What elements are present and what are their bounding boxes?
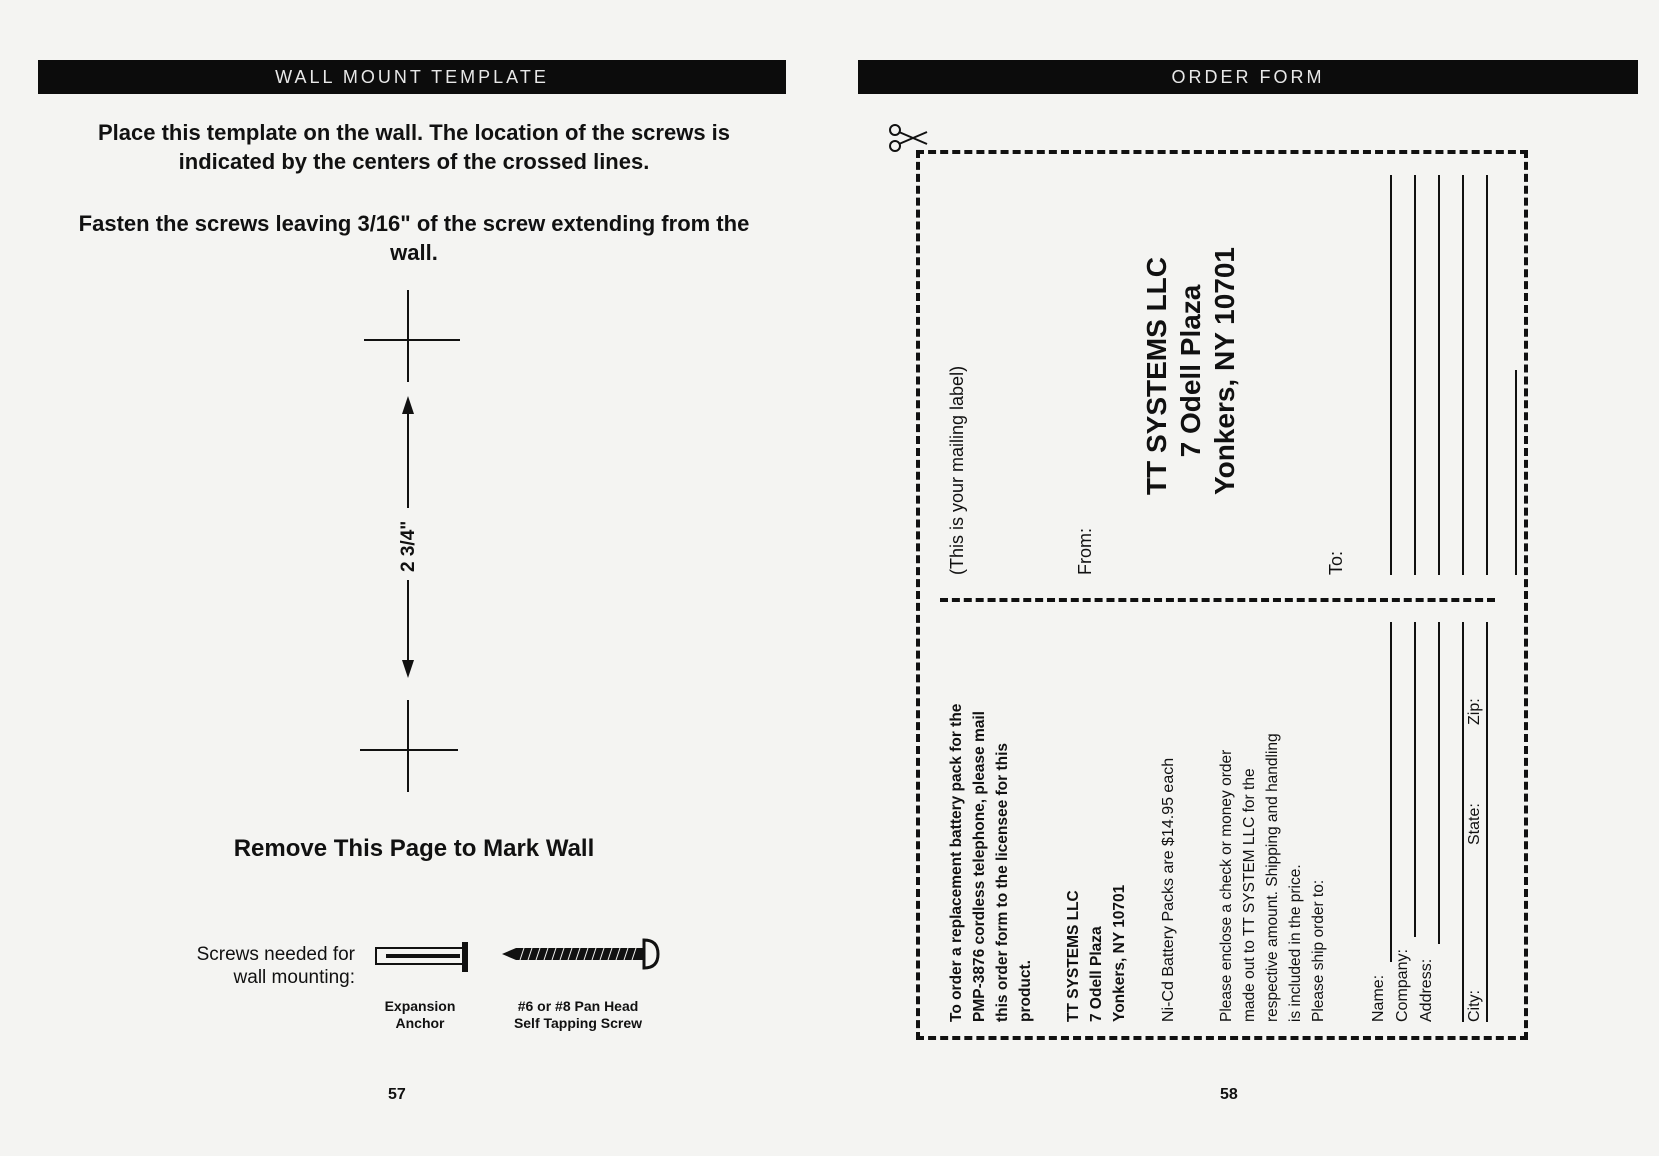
order-form-header bbox=[858, 60, 1638, 94]
city-field-label: City: bbox=[1466, 990, 1483, 1022]
instruction-1-line2: indicated by the centers of the crossed lines. bbox=[178, 149, 650, 174]
order-mailing-address bbox=[1062, 885, 1131, 1022]
screws-needed-line2: wall mounting: bbox=[233, 967, 355, 988]
anchor-caption-line1: Expansion bbox=[384, 998, 456, 1014]
self-tapping-screw-icon bbox=[500, 938, 670, 974]
order-instructions bbox=[945, 704, 1037, 1022]
name-field-label: Name: bbox=[1370, 974, 1387, 1022]
return-street: 7 Odell Plaza bbox=[1175, 284, 1206, 458]
page-number-57: 57 bbox=[388, 1086, 406, 1103]
dimension-label: 2 3/4" bbox=[398, 520, 419, 572]
payment-line4: is included in the price. bbox=[1287, 864, 1304, 1022]
company-field-label: Company: bbox=[1394, 949, 1411, 1022]
order-form-header-text: ORDER FORM bbox=[1171, 66, 1325, 87]
expansion-anchor-icon bbox=[374, 940, 474, 976]
order-instructions-line3: this order form to the licensee for this bbox=[994, 742, 1011, 1022]
to-address-line-2 bbox=[1414, 175, 1416, 575]
city-state-zip-line[interactable] bbox=[1486, 622, 1488, 1022]
dimension-arrow-down-icon bbox=[402, 660, 414, 678]
instruction-2-line2: wall. bbox=[390, 240, 438, 265]
order-instructions-line4: product. bbox=[1017, 960, 1034, 1022]
remove-page-text: Remove This Page to Mark Wall bbox=[233, 835, 595, 862]
screws-needed-line1: Screws needed for bbox=[196, 944, 355, 965]
order-instructions-line1: To order a replacement battery pack for the bbox=[948, 703, 965, 1022]
return-city: Yonkers, NY 10701 bbox=[1209, 246, 1240, 495]
anchor-caption bbox=[370, 998, 470, 1032]
price-text: Ni-Cd Battery Packs are $14.95 each bbox=[1160, 757, 1177, 1022]
wall-mount-header-text: WALL MOUNT TEMPLATE bbox=[275, 66, 549, 87]
to-address-line-4 bbox=[1462, 175, 1464, 575]
mailing-label-note: (This is your mailing label) bbox=[947, 365, 967, 575]
return-company-name: TT SYSTEMS LLC bbox=[1141, 257, 1172, 495]
screws-needed-label bbox=[150, 943, 355, 989]
order-street: 7 Odell Plaza bbox=[1088, 926, 1105, 1022]
order-form-divider bbox=[940, 598, 1495, 602]
instruction-1-line1: Place this template on the wall. The location of the screws is bbox=[97, 120, 731, 145]
address-field-label: Address: bbox=[1418, 958, 1435, 1022]
order-instructions-line2: PMP-3876 cordless telephone, please mail bbox=[971, 711, 988, 1022]
screw-caption-line1: #6 or #8 Pan Head bbox=[517, 998, 639, 1014]
screw-caption bbox=[498, 998, 658, 1032]
wall-mount-header bbox=[38, 60, 786, 94]
page-number-58: 58 bbox=[1220, 1086, 1238, 1103]
return-address bbox=[1140, 247, 1242, 495]
payment-line1: Please enclose a check or money order bbox=[1218, 749, 1235, 1022]
screw-caption-line2: Self Tapping Screw bbox=[513, 1015, 643, 1031]
state-field-label: State: bbox=[1466, 803, 1483, 845]
to-address-line-5 bbox=[1486, 175, 1488, 575]
order-company-name: TT SYSTEMS LLC bbox=[1065, 890, 1082, 1022]
company-field-line[interactable] bbox=[1414, 622, 1416, 937]
payment-line2: made out to TT SYSTEM LLC for the bbox=[1241, 768, 1258, 1022]
to-label: To: bbox=[1326, 550, 1346, 575]
dimension-arrow-up-icon bbox=[402, 396, 414, 414]
payment-line3: respective amount. Shipping and handling bbox=[1264, 733, 1281, 1022]
instruction-2 bbox=[40, 209, 788, 267]
to-address-line-1 bbox=[1390, 175, 1392, 575]
zip-field-label: Zip: bbox=[1466, 698, 1483, 725]
instruction-2-line1: Fasten the screws leaving 3/16" of the screw extending from the bbox=[78, 211, 750, 236]
to-address-line-3 bbox=[1438, 175, 1440, 575]
anchor-caption-line2: Anchor bbox=[395, 1015, 445, 1031]
payment-line5: Please ship order to: bbox=[1310, 879, 1327, 1022]
from-label: From: bbox=[1075, 528, 1095, 575]
address-field-line-2[interactable] bbox=[1462, 622, 1464, 1022]
instruction-1 bbox=[40, 118, 788, 176]
payment-instructions bbox=[1215, 733, 1330, 1022]
name-field-line[interactable] bbox=[1390, 622, 1392, 962]
order-city: Yonkers, NY 10701 bbox=[1111, 884, 1128, 1022]
address-field-line[interactable] bbox=[1438, 622, 1440, 944]
to-address-line-6 bbox=[1515, 370, 1517, 575]
